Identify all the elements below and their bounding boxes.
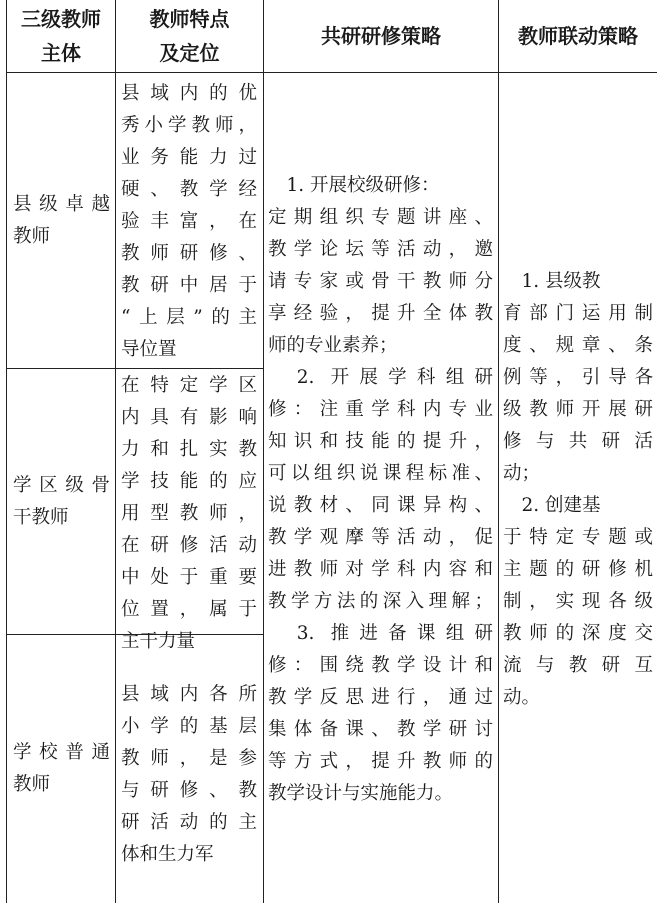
linkage-text-line: 动； [503,463,541,484]
features-text-line: 业务能力过 [121,147,257,168]
linkage-text-line: 例等，引导各 [503,367,653,388]
coresearch-text-line: 说教材、同课异构、 [268,495,493,516]
features-text-line: 导位置 [121,339,177,360]
linkage-text-line: 流与教研互 [503,655,653,676]
features-text-line: 在研修活动 [121,535,257,556]
coresearch-text-line: 定期组织专题讲座、 [268,207,493,228]
coresearch-text-line: 等方式，提升教师的 [268,751,493,772]
coresearch-text-line: 知识和技能的提升， [268,431,493,452]
linkage-text-line: 制，实现各级 [503,591,653,612]
header-coresearch [264,0,498,72]
header-text-line: 三级教师 [21,7,101,31]
coresearch-text-line: 师的专业素养； [268,335,398,356]
coresearch-text-line: 1. 开展校级研修： [268,175,440,196]
features-text-line: 小学的基层 [121,716,257,737]
features-text-line: 硬、教学经 [121,179,257,200]
coresearch-text-line: 可以组织说课程标准、 [268,463,493,484]
subject-text-line: 干教师 [13,506,69,528]
linkage-text-line: 度、规章、条 [503,335,653,356]
linkage-text-line: 动。 [503,687,541,708]
coresearch-text-line: 进教师对学科内容和 [268,559,493,580]
linkage-text-line: 1. 县级教 [503,271,601,292]
features-text-line: 验丰富，在 [121,211,257,232]
header-subject [7,0,115,72]
coresearch-text-line: 教学观摩等活动，促 [268,527,493,548]
features-text-line: 内具有影响 [121,407,257,428]
features-text-line: 学技能的应 [121,471,257,492]
header-linkage [499,0,657,72]
column-divider-1 [115,0,116,903]
features-text-line: 秀小学教师， [121,115,257,136]
coresearch-text-line: 教学反思进行，通过 [268,687,493,708]
subject-district-backbone [13,369,110,634]
coresearch-text-line: 修：围绕教学设计和 [268,655,493,676]
features-text-line: 中处于重要 [121,567,257,588]
linkage-text-line: 级教师开展研 [503,399,653,420]
linkage-text-line: 2. 创建基 [503,495,601,516]
features-text-line: 位置，属于 [121,599,257,620]
features-text-line: 县域内的优 [121,83,257,104]
header-text-line: 教师联动策略 [518,24,638,48]
coresearch-text-line: 修：注重学科内专业 [268,399,493,420]
features-text-line: 力和扎实教 [121,439,257,460]
header-text-line: 教师特点 [149,7,230,31]
column-divider-3 [498,0,499,903]
linkage-text-line: 育部门运用制 [503,303,653,324]
coresearch-text-line: 教学论坛等活动，邀 [268,239,493,260]
subject-text-line: 县级卓越 [13,193,110,215]
coresearch-text-line: 教学设计与实施能力。 [268,783,454,804]
table-border-left [6,0,7,903]
features-county-excellent [121,78,257,366]
features-text-line: 研活动的主 [121,812,257,833]
features-text-line: 教师，是参 [121,748,257,769]
subject-text-line: 学校普通 [13,742,110,763]
features-text-line: 教师研修、 [121,243,257,264]
features-school-ordinary [121,660,257,890]
coresearch-text-line: 2. 开展学科组研 [268,367,493,388]
header-text-line: 及定位 [159,41,220,65]
header-features [116,0,263,72]
features-text-line: 县域内各所 [121,684,257,705]
features-district-backbone [121,370,257,658]
linkage-text-line: 修与共研活 [503,431,653,452]
features-text-line: 在特定学区 [121,375,257,396]
header-text-line: 共研研修策略 [321,24,441,48]
column-divider-2 [263,0,264,903]
features-text-line: 与研修、教 [121,780,257,801]
features-text-line: 主干力量 [121,631,196,652]
features-text-line: 教研中居于 [121,275,257,296]
coresearch-strategy-text [268,170,493,810]
features-text-line: “上层”的主 [121,307,257,328]
subject-text-line: 学区级骨 [13,474,110,496]
subject-text-line: 教师 [13,774,51,795]
coresearch-text-line: 教学方法的深入理解； [268,591,493,612]
linkage-strategy-text [503,266,653,714]
linkage-text-line: 教师的深度交 [503,623,653,644]
coresearch-text-line: 集体备课、教学研讨 [268,719,493,740]
linkage-text-line: 主题的研修机 [503,559,653,580]
subject-school-ordinary [13,635,110,903]
subject-county-excellent [13,73,110,368]
coresearch-text-line: 享经验，提升全体教 [268,303,493,324]
coresearch-text-line: 请专家或骨干教师分 [268,271,493,292]
coresearch-text-line: 3. 推进备课组研 [268,623,493,644]
features-text-line: 用型教师， [121,503,257,524]
linkage-text-line: 于特定专题或 [503,527,653,548]
header-text-line: 主体 [41,41,81,65]
features-text-line: 体和生力军 [121,844,214,865]
subject-text-line: 教师 [13,225,51,247]
